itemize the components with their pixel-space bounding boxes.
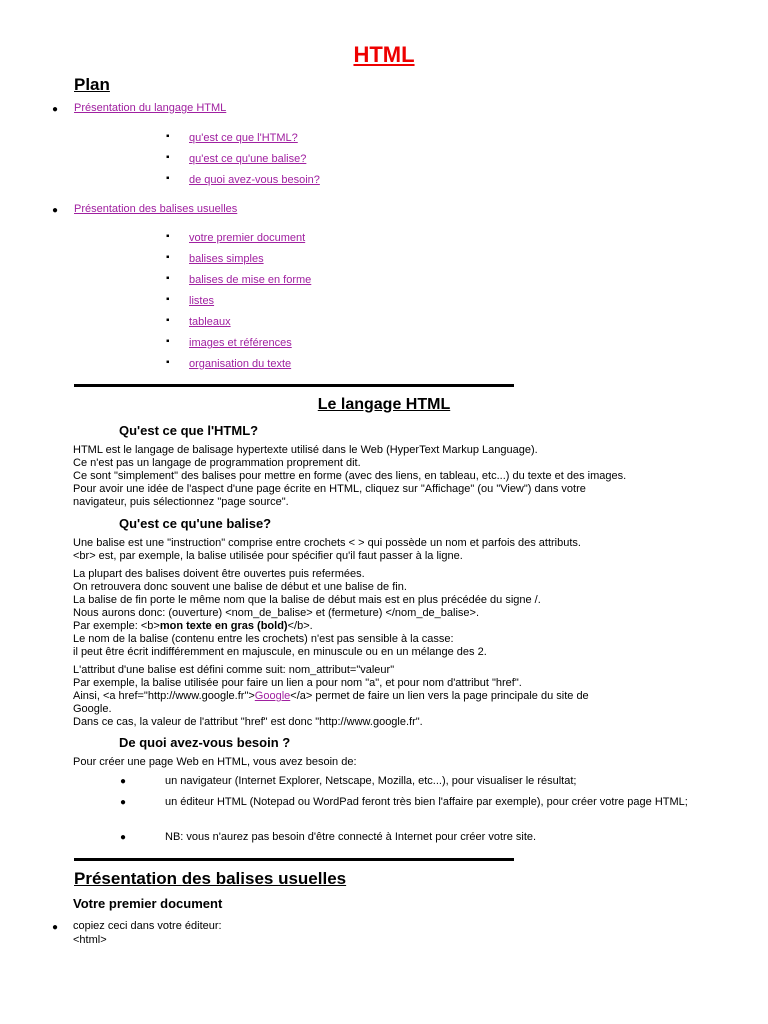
link-premier-document[interactable]: votre premier document — [189, 232, 306, 244]
bullet-square: ▪ — [166, 273, 170, 284]
subheading-quest-ce-html: Qu'est ce que l'HTML? — [119, 423, 259, 438]
link-images-references[interactable]: images et références — [189, 337, 292, 349]
code-html-tag: <html> — [73, 934, 107, 946]
bullet-dot: ● — [52, 205, 59, 216]
link-balises-simples[interactable]: balises simples — [189, 253, 264, 265]
horizontal-rule — [74, 384, 514, 387]
link-presentation-balises[interactable]: Présentation des balises usuelles — [74, 203, 238, 215]
bullet-square: ▪ — [166, 152, 170, 163]
link-google[interactable]: Google — [254, 690, 291, 702]
paragraph-besoin-intro: Pour créer une page Web en HTML, vous avez besoin de: — [73, 756, 357, 768]
plan-heading: Plan — [74, 75, 110, 94]
list-item: ● NB: vous n'aurez pas besoin d'être connecté à Internet pour créer votre site. — [120, 831, 537, 843]
plan-section-2 — [74, 203, 237, 216]
bullet-square: ▪ — [166, 336, 170, 347]
bullet-square: ▪ — [166, 252, 170, 263]
link-mise-en-forme[interactable]: balises de mise en forme — [189, 274, 312, 286]
bullet-square: ▪ — [166, 294, 170, 305]
plan-section-1 — [74, 102, 226, 115]
bold-example-text: mon texte en gras (bold) — [159, 620, 288, 632]
bullet-dot: ● — [120, 776, 127, 787]
paragraph-balise-3: L'attribut d'une balise est défini comme suit: nom_attribut="valeur" Par exemple, la balise utilisée pour faire un lien a pour nom "a", et pour nom d'attribut "href". Ainsi, <a href="http://www.google.fr">Google</a> permet de faire un lien vers la page principale du site de Google. Dans ce cas, la valeur de l'attribut "href" est donc "http://www.google.fr". — [73, 664, 703, 729]
example-line: Par exemple: <b>mon texte en gras (bold)</b>. — [73, 620, 313, 632]
link-quest-ce-html[interactable]: qu'est ce que l'HTML? — [189, 132, 298, 144]
paragraph-html-definition: HTML est le langage de balisage hypertexte utilisé dans le Web (HyperText Markup Language). Ce n'est pas un langage de programmation proprement dit. Ce sont "simplement" des balises pour mettre en forme (avec des liens, en tableau, etc...) du texte et des images. Pour avoir une idée de l'aspect d'une page écrite en HTML, cliquez sur "Affichage" (ou "View") dans votre navigateur, puis sélectionnez "page source". — [73, 444, 627, 508]
bullet-dot: ● — [120, 797, 127, 808]
bullet-square: ▪ — [166, 131, 170, 142]
section-heading-balises: Présentation des balises usuelles — [74, 869, 347, 888]
paragraph-balise-1: Une balise est une "instruction" comprise entre crochets < > qui possède un nom et parfois des attributs. <br> est, par exemple, la balise utilisée pour spécifier qu'il faut passer à la ligne. — [73, 537, 581, 562]
subheading-premier-document: Votre premier document — [73, 896, 223, 911]
link-quest-ce-balise[interactable]: qu'est ce qu'une balise? — [189, 153, 307, 165]
paragraph-balise-2: La plupart des balises doivent être ouvertes puis refermées. On retrouvera donc souvent une balise de début et une balise de fin. La balise de fin porte le même nom que la balise de début mais est en plus précédée du signe /. Nous aurons donc: (ouverture) <nom_de_balise> et (fermeture) </nom_de_balise>. Par exemple: <b>mon texte en gras (bold)</b>. Le nom de la balise (contenu entre les crochets) n'est pas sensible à la casse: il peut être écrit indifféremment en majuscule, en minuscule ou en un mélange des 2. — [73, 568, 703, 659]
link-listes[interactable]: listes — [189, 295, 215, 307]
bullet-dot: ● — [52, 104, 59, 115]
link-presentation-langage[interactable]: Présentation du langage HTML — [74, 102, 227, 114]
bullet-square: ▪ — [166, 357, 170, 368]
link-de-quoi-besoin[interactable]: de quoi avez-vous besoin? — [189, 174, 320, 186]
section-heading-langage: Le langage HTML — [317, 396, 451, 413]
subheading-de-quoi-besoin: De quoi avez-vous besoin ? — [119, 735, 291, 750]
bullet-square: ▪ — [166, 315, 170, 326]
subheading-quest-ce-balise: Qu'est ce qu'une balise? — [119, 516, 272, 531]
bullet-dot: ● — [52, 922, 59, 933]
bullet-dot: ● — [120, 832, 127, 843]
document-title: HTML — [353, 42, 415, 67]
copy-instruction: copiez ceci dans votre éditeur: — [73, 920, 222, 932]
list-item: ● un éditeur HTML (Notepad ou WordPad feront très bien l'affaire par exemple), pour créer votre page HTML; — [120, 796, 688, 808]
link-organisation-texte[interactable]: organisation du texte — [189, 358, 292, 370]
link-tableaux[interactable]: tableaux — [189, 316, 231, 328]
list-item: ● un navigateur (Internet Explorer, Netscape, Mozilla, etc...), pour visualiser le résultat; — [120, 775, 577, 787]
bullet-square: ▪ — [166, 173, 170, 184]
bullet-square: ▪ — [166, 231, 170, 242]
horizontal-rule — [74, 858, 514, 861]
ainsi-line: Ainsi, <a href="http://www.google.fr">Google</a> permet de faire un lien vers la page principale du site de — [73, 690, 589, 702]
